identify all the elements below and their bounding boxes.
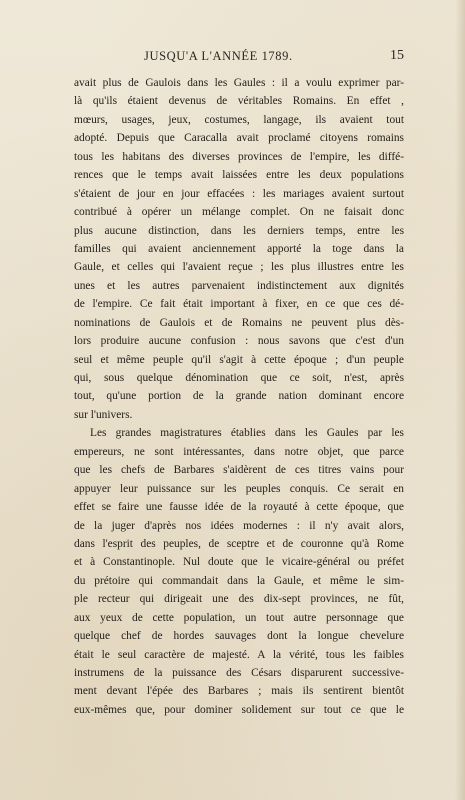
text-line: que les chefs de Barbares s'aidèrent de ces titres vains pour — [74, 464, 404, 477]
text-line: eux-mêmes que, pour dominer solidement sur tout ce que le — [74, 703, 404, 716]
text-line: appuyer leur puissance sur les peuples conquis. Ce serait en — [74, 482, 404, 495]
text-line: sur l'univers. — [74, 408, 133, 421]
text-line: lors produire aucune confusion : nous savons que c'est d'un — [74, 335, 404, 348]
text-line: effet se faire une fausse idée de la royauté à cette époque, que — [74, 501, 404, 514]
paragraph-2 — [74, 424, 404, 719]
text-line: là qu'ils étaient devenus de véritables Romains. En effet , — [74, 95, 404, 108]
text-line: rences que le temps avait laissées entre les deux populations — [74, 169, 404, 182]
text-line: plus aucune distinction, dans les derniers temps, entre les — [74, 224, 404, 237]
text-line: mœurs, usages, jeux, costumes, langage, ils avaient tout — [74, 113, 404, 126]
text-line: instrumens de la puissance des Césars disparurent successive- — [74, 667, 404, 679]
text-line: tout, qu'une portion de la grande nation dominant encore — [74, 390, 404, 403]
text-line: unes et les autres parvenaient indistinctement aux dignités — [74, 279, 404, 292]
text-line: et à Constantinople. Nul doute que le vicaire-général ou préfet — [74, 556, 404, 569]
text-line: de l'empire. Ce fait était important à fixer, en ce que ces dé- — [74, 298, 404, 311]
body-text — [74, 74, 404, 719]
text-line: familles qui avaient anciennement apporté la toge dans la — [74, 242, 404, 255]
text-line: quelque chef de hordes sauvages dont la longue chevelure — [74, 630, 404, 643]
text-line: contribué à opérer un mélange complet. On ne faisait donc — [74, 206, 404, 219]
text-line: était le seul caractère de majesté. A la vérité, tous les faibles — [74, 648, 404, 661]
text-line: ment devant l'épée des Barbares ; mais ils sentirent bientôt — [74, 685, 404, 698]
text-line: de la juger d'après nos idées modernes : il n'y avait alors, — [74, 519, 404, 532]
text-line: aux yeux de cette population, un tout autre personnage que — [74, 611, 404, 624]
text-line: nominations de Gaulois et de Romains ne peuvent plus dès- — [74, 316, 404, 329]
running-title: JUSQU'A L'ANNÉE 1789. — [144, 49, 293, 63]
page-number: 15 — [390, 48, 404, 63]
text-line: Les grandes magistratures établies dans les Gaules par les — [90, 427, 404, 440]
text-line: qui, sous quelque dénomination que ce soit, n'est, après — [74, 372, 404, 384]
text-line: tous les habitans des diverses provinces de l'empire, les diffé- — [74, 150, 404, 163]
text-line: s'étaient de jour en jour effacées : les mariages avaient surtout — [74, 187, 404, 200]
text-line: empereurs, ne sont intéressantes, dans notre objet, que parce — [74, 445, 404, 458]
text-line: adopté. Depuis que Caracalla avait proclamé citoyens romains — [74, 132, 404, 145]
text-line: seul et même peuple qu'il s'agit à cette époque ; d'un peuple — [74, 353, 404, 366]
text-line: du prétoire qui commandait dans la Gaule, et même le sim- — [74, 574, 404, 587]
text-line: ple recteur qui dirigeait une des dix-sept provinces, ne fût, — [74, 593, 404, 606]
text-line: avait plus de Gaulois dans les Gaules : il a voulu exprimer par- — [74, 77, 404, 89]
running-head — [74, 49, 404, 71]
paragraph-1 — [74, 74, 404, 424]
text-line: dans l'esprit des peuples, de sceptre et de couronne qu'à Rome — [74, 537, 404, 550]
text-line: Gaule, et celles qui l'avaient reçue ; les plus illustres entre les — [74, 261, 404, 274]
page-edge-shadow — [455, 0, 465, 800]
